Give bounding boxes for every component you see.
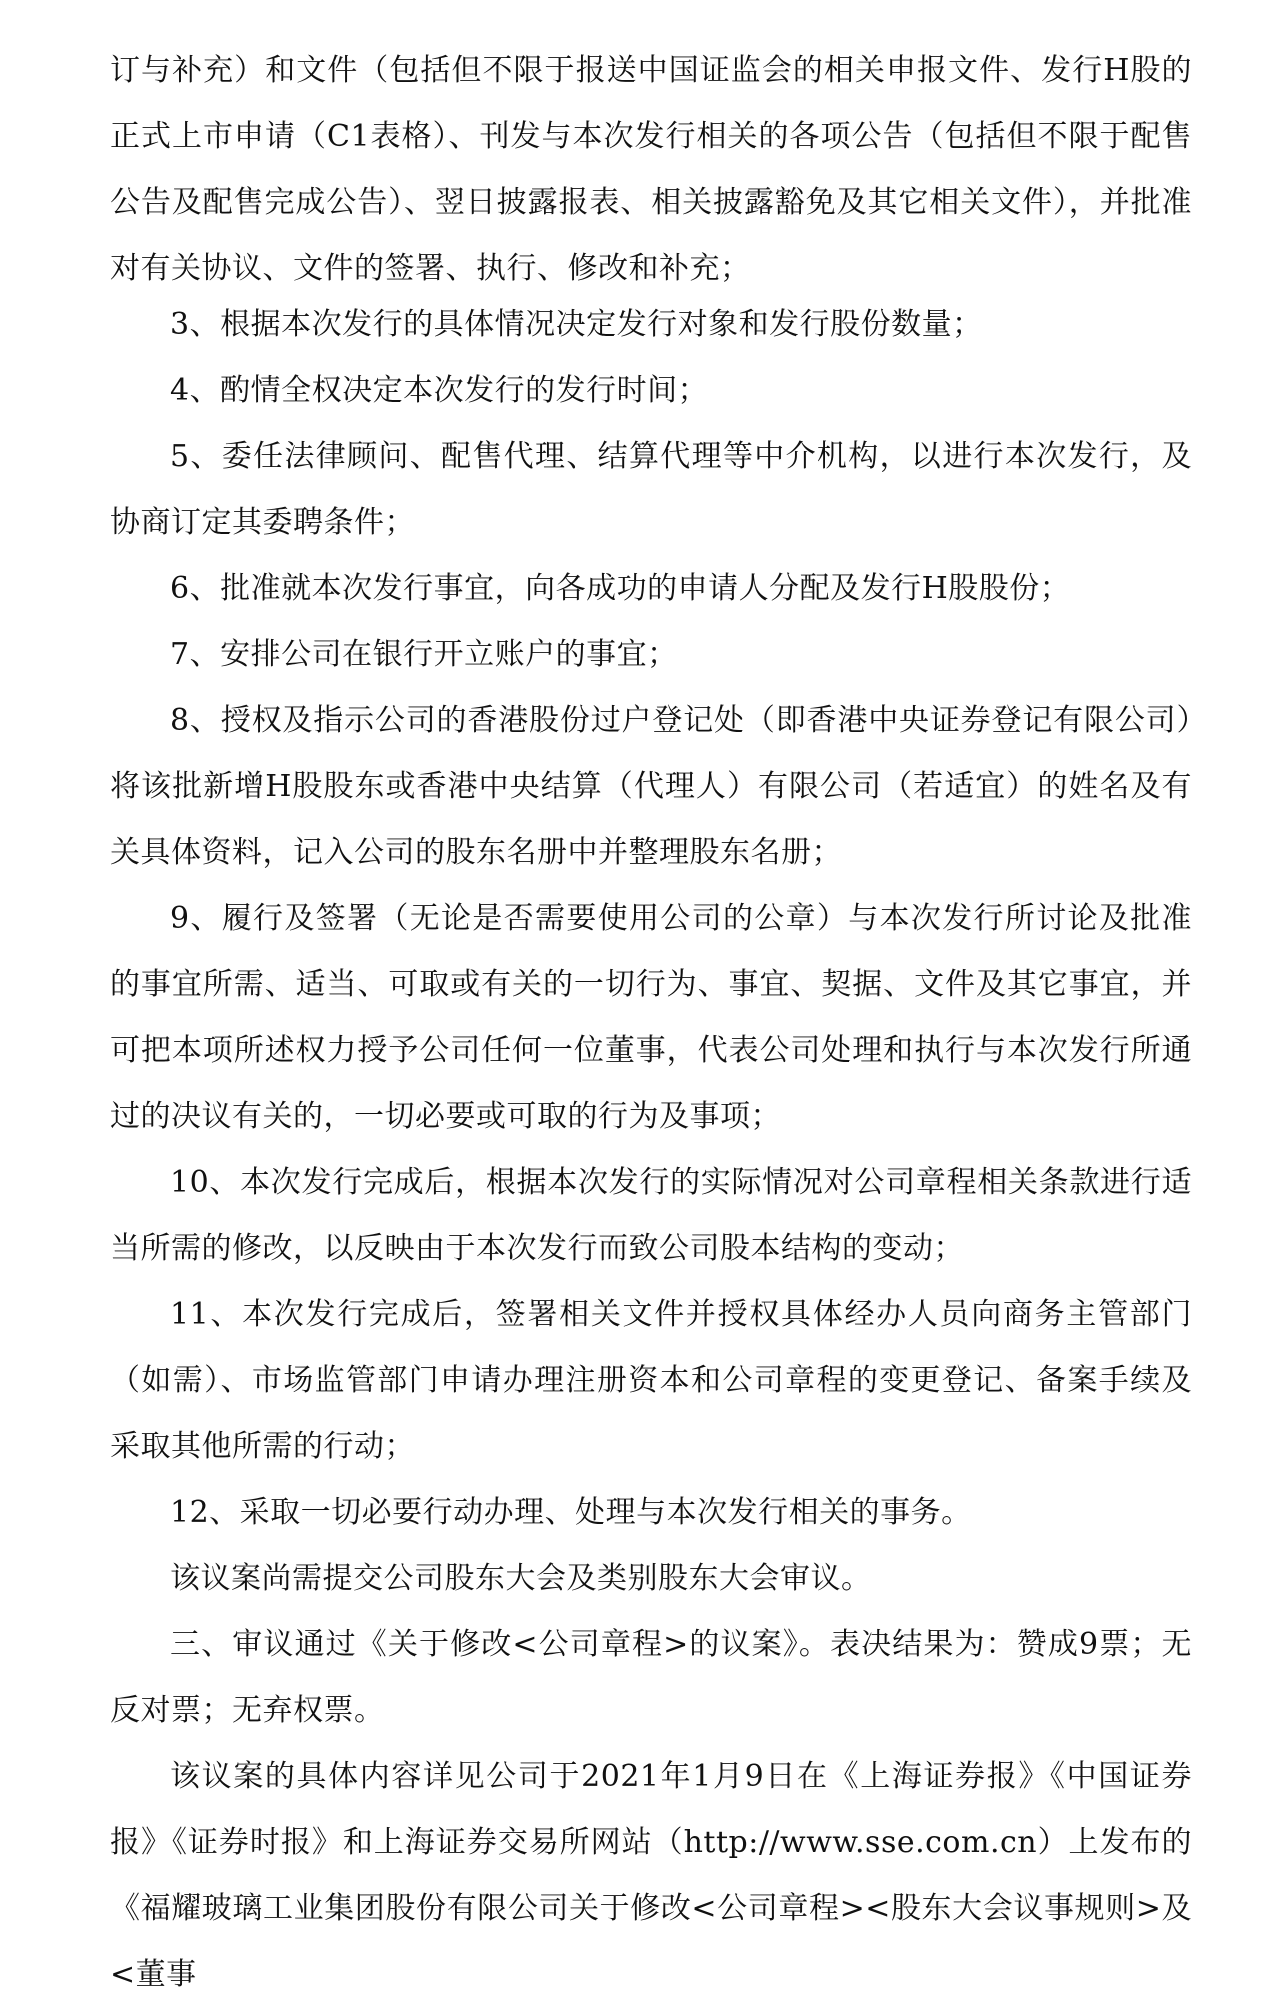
paragraph-note: 该议案尚需提交公司股东大会及类别股东大会审议。 — [170, 1561, 872, 1596]
paragraph-item-9: 9、履行及签署（无论是否需要使用公司的公章）与本次发行所讨论及批准的事宜所需、适当、可取或有关的一切行为、事宜、契据、文件及其它事宜，并可把本项所述权力授予公司任何一位董事，代表公司处理和执行与本次发行所通过的决议有关的，一切必要或可取的行为及事项； — [110, 901, 1192, 1134]
paragraph-item-10: 10、本次发行完成后，根据本次发行的实际情况对公司章程相关条款进行适当所需的修改，以反映由于本次发行而致公司股本结构的变动； — [110, 1165, 1192, 1266]
paragraph-item-5: 5、委任法律顾问、配售代理、结算代理等中介机构，以进行本次发行，及协商订定其委聘条件； — [110, 439, 1192, 540]
paragraph-item-4: 4、酌情全权决定本次发行的发行时间； — [170, 373, 709, 408]
paragraph-item-7: 7、安排公司在银行开立账户的事宜； — [170, 637, 678, 672]
paragraph-details: 该议案的具体内容详见公司于2021年1月9日在《上海证券报》《中国证券报》《证券时报》和上海证券交易所网站（http://www.sse.com.cn）上发布的《福耀玻璃工业集团股份有限公司关于修改<公司章程><股东大会议事规则>及<董事 — [110, 1759, 1192, 1992]
paragraph-item-11: 11、本次发行完成后，签署相关文件并授权具体经办人员向商务主管部门（如需）、市场监管部门申请办理注册资本和公司章程的变更登记、备案手续及采取其他所需的行动； — [110, 1297, 1192, 1464]
paragraph-item-8: 8、授权及指示公司的香港股份过户登记处（即香港中央证券登记有限公司）将该批新增H股股东或香港中央结算（代理人）有限公司（若适宜）的姓名及有关具体资料，记入公司的股东名册中并整理股东名册； — [110, 703, 1192, 870]
paragraph-continuation: 订与补充）和文件（包括但不限于报送中国证监会的相关申报文件、发行H股的正式上市申请（C1表格）、刊发与本次发行相关的各项公告（包括但不限于配售公告及配售完成公告）、翌日披露报表、相关披露豁免及其它相关文件），并批准对有关协议、文件的签署、执行、修改和补充； — [110, 53, 1192, 286]
paragraph-item-12: 12、采取一切必要行动办理、处理与本次发行相关的事务。 — [170, 1495, 972, 1530]
paragraph-item-3: 3、根据本次发行的具体情况决定发行对象和发行股份数量； — [170, 307, 983, 342]
paragraph-section-3: 三、审议通过《关于修改<公司章程>的议案》。表决结果为：赞成9票；无反对票；无弃权票。 — [110, 1627, 1193, 1728]
paragraph-item-6: 6、批准就本次发行事宜，向各成功的申请人分配及发行H股股份； — [170, 571, 1071, 606]
